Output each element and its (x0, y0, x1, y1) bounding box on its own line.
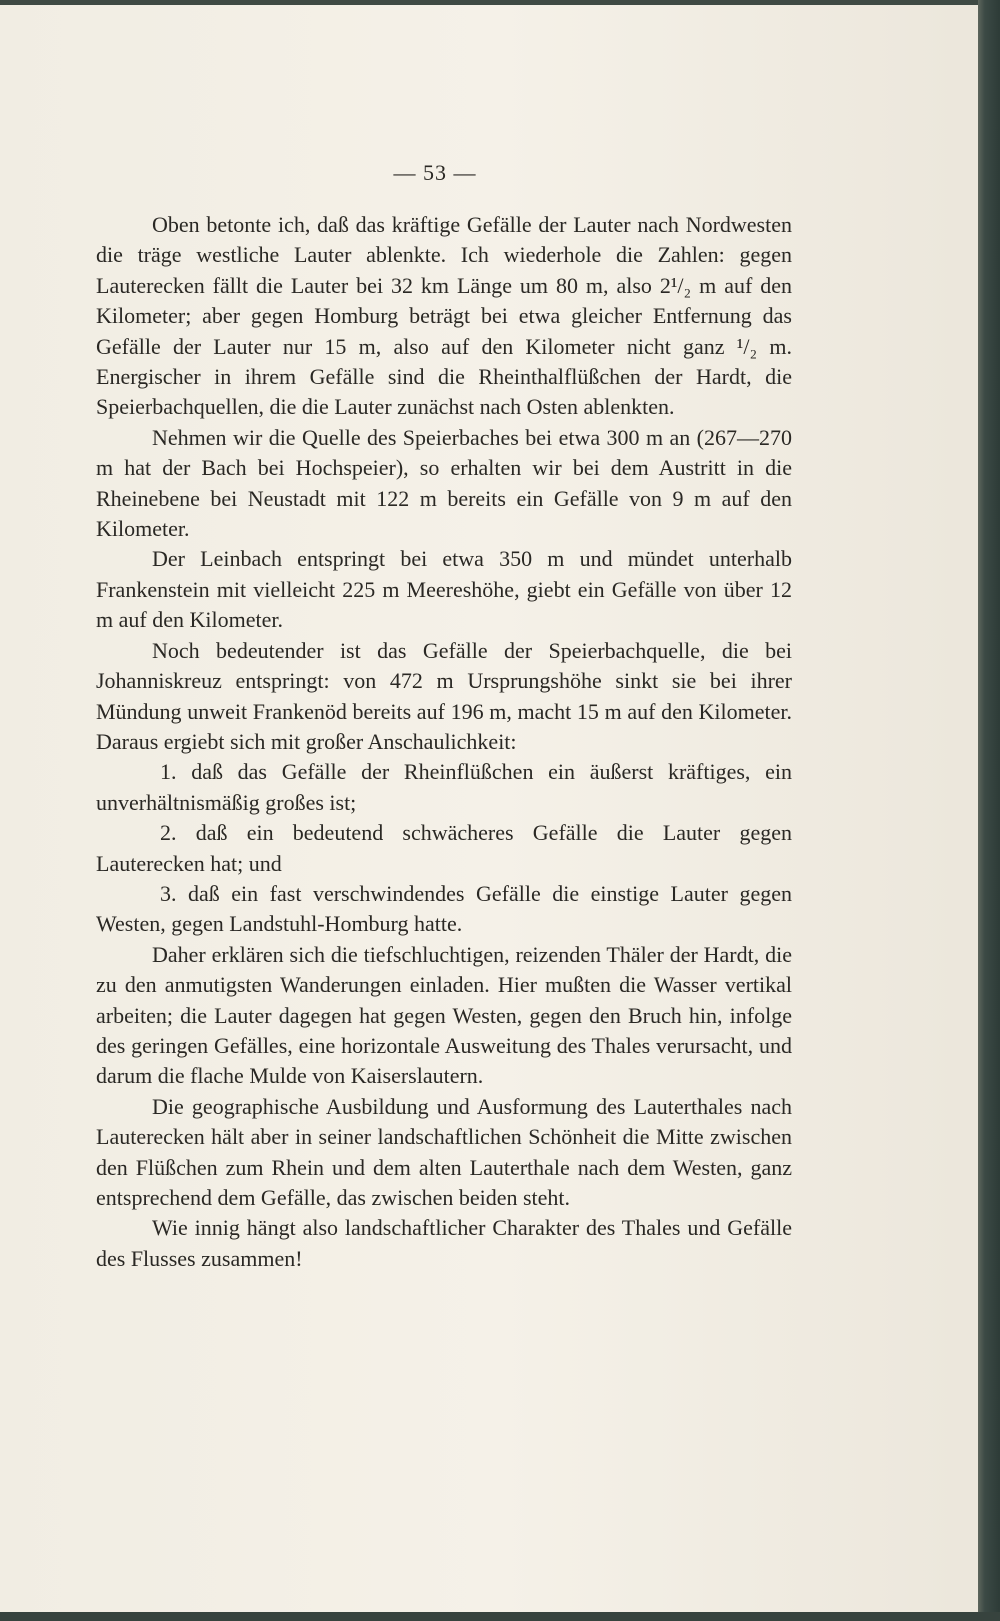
list-item: 1. daß das Gefälle der Rheinflüßchen ein äußerst kräftiges, ein unverhältnismäßig großes ist; (96, 759, 792, 815)
page-number: — 53 — (393, 160, 477, 185)
book-binding-edge (978, 0, 1000, 1621)
paragraph: Oben betonte ich, daß das kräftige Gefälle der Lauter nach Nordwesten die träge westliche Lauter ablenkte. Ich wiederhole die Zahlen: gegen Lauterecken fällt die Lauter bei 32 km Länge um 80 m, also 2¹/₂ m auf den Kilometer; aber gegen Homburg beträgt bei etwa gleicher Entfernung das Gefälle der Lauter nur 15 m, also auf den Kilometer nicht ganz ¹/₂ m. Energischer in ihrem Gefälle sind die Rheinthalflüßchen der Hardt, die Speierbachquellen, die die Lauter zunächst nach Osten ablenkten. (96, 212, 792, 420)
body-text (96, 210, 792, 1274)
page-top-edge (0, 0, 1000, 5)
paragraph: Die geographische Ausbildung und Ausformung des Lauterthales nach Lauterecken hält aber in seiner landschaftlichen Schönheit die Mitte zwischen den Flüßchen zum Rhein und dem alten Lauterthale nach dem Westen, ganz entsprechend dem Gefälle, das zwischen beiden steht. (96, 1093, 792, 1210)
paragraph: Daher erklären sich die tiefschluchtigen, reizenden Thäler der Hardt, die zu den anmutigsten Wanderungen einladen. Hier mußten die Wasser vertikal arbeiten; die Lauter dagegen hat gegen Westen, gegen den Bruch hin, infolge des geringen Gefälles, eine horizontale Ausweitung des Thales verursacht, und darum die flache Mulde von Kaiserslautern. (96, 941, 792, 1089)
paragraph: Wie innig hängt also landschaftlicher Charakter des Thales und Gefälle des Flusses zusammen! (96, 1215, 792, 1271)
paragraph: Der Leinbach entspringt bei etwa 350 m und mündet unterhalb Frankenstein mit vielleicht 225 m Meereshöhe, giebt ein Gefälle von über 12 m auf den Kilometer. (96, 546, 792, 633)
paragraph: Noch bedeutender ist das Gefälle der Speierbachquelle, die bei Johanniskreuz entspringt: von 472 m Ursprungshöhe sinkt sie bei ihrer Mündung unweit Frankenöd bereits auf 196 m, macht 15 m auf den Kilometer. Daraus ergiebt sich mit großer Anschaulichkeit: (96, 637, 792, 754)
list-item: 2. daß ein bedeutend schwächeres Gefälle die Lauter gegen Lauterecken hat; und (96, 820, 792, 876)
paragraph: Nehmen wir die Quelle des Speierbaches bei etwa 300 m an (267—270 m hat der Bach bei Hochspeier), so erhalten wir bei dem Austritt in die Rheinebene bei Neustadt mit 122 m bereits ein Gefälle von 9 m auf den Kilometer. (96, 424, 792, 542)
list-item: 3. daß ein fast verschwindendes Gefälle die einstige Lauter gegen Westen, gegen Landstuhl-Homburg hatte. (96, 880, 792, 937)
page-bottom-edge (0, 1612, 1000, 1621)
